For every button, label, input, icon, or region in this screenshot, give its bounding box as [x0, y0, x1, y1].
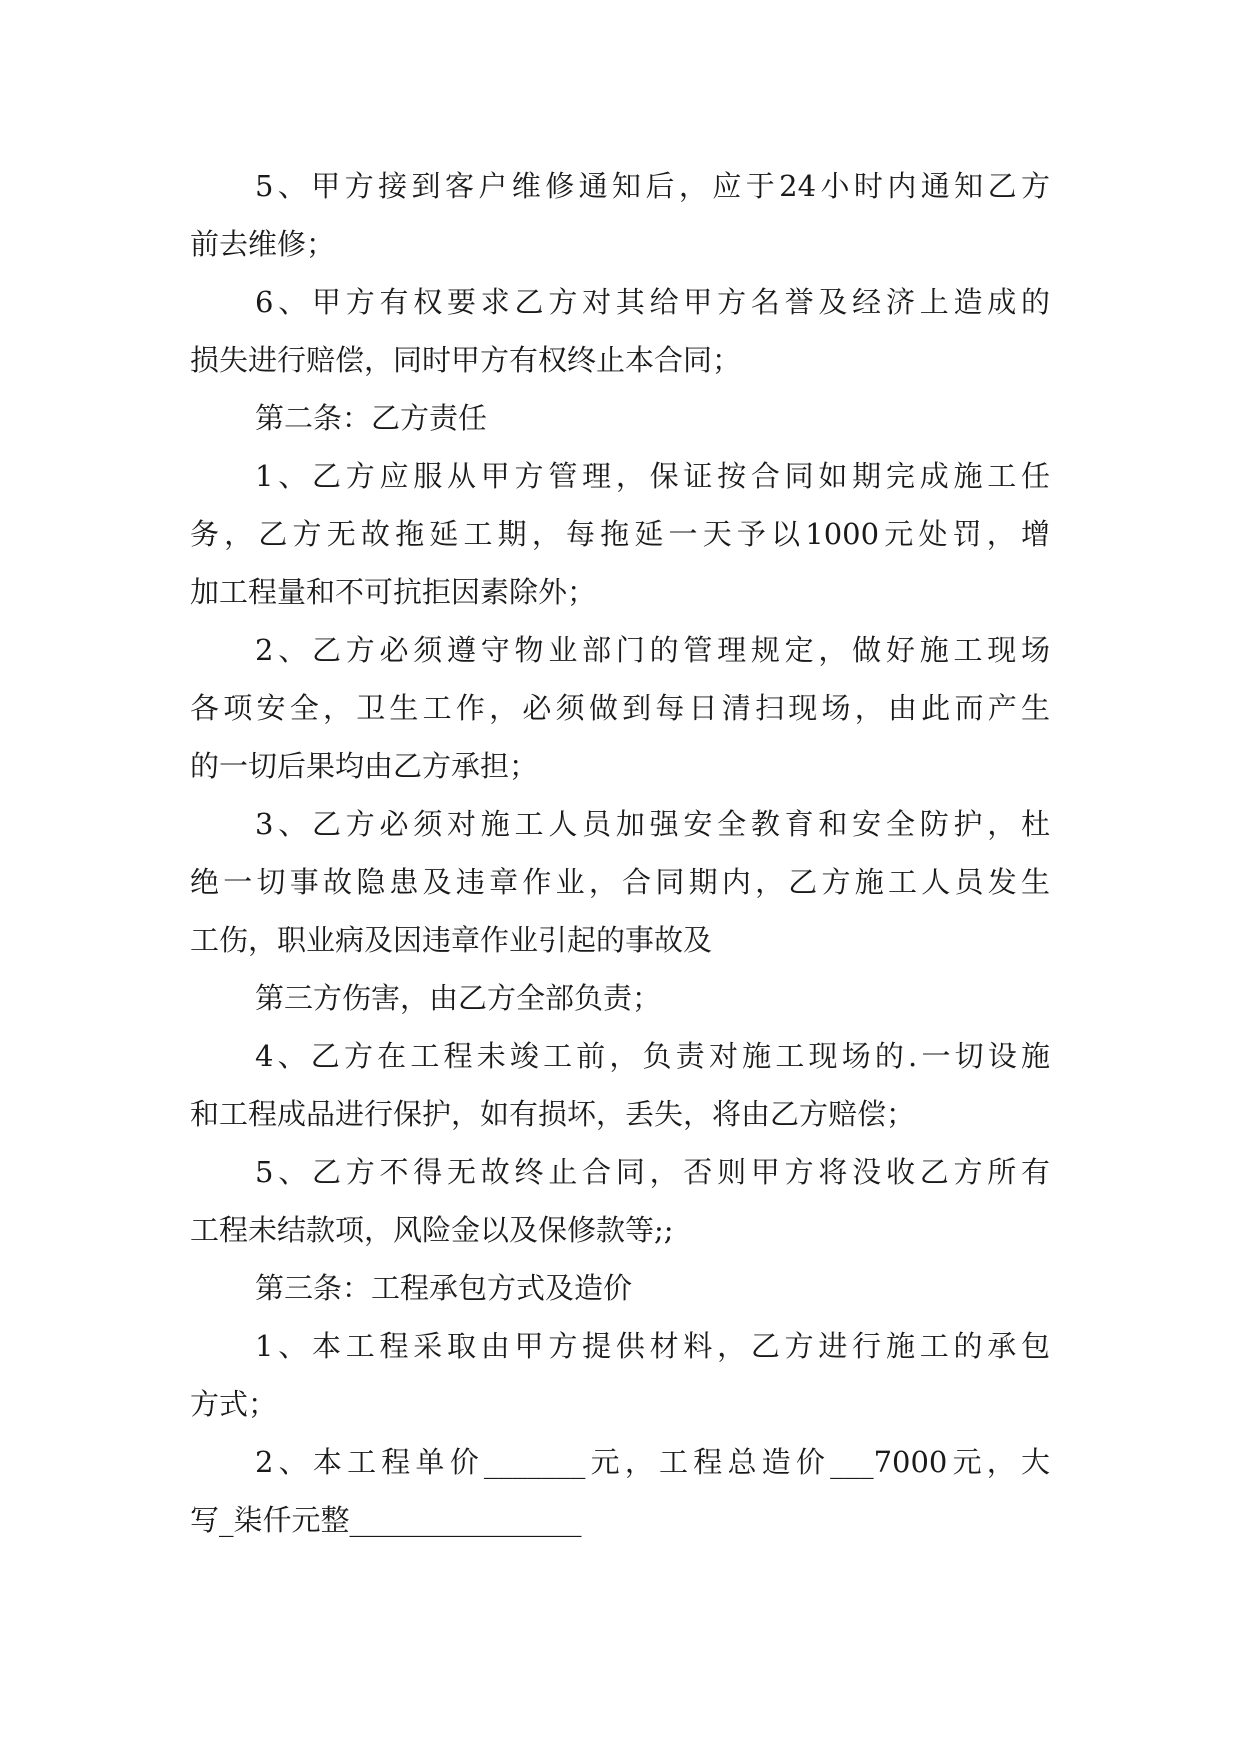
section-heading: 第三条：工程承包方式及造价 — [255, 1271, 633, 1305]
paragraph-line: 方式； — [190, 1387, 278, 1421]
paragraph-line: 绝一切事故隐患及违章作业，合同期内，乙方施工人员发生 — [190, 865, 1050, 899]
paragraph-line: 6、甲方有权要求乙方对其给甲方名誉及经济上造成的 — [255, 285, 1050, 319]
paragraph-line: 工伤，职业病及因违章作业引起的事故及 — [190, 923, 713, 957]
paragraph-line: 1、本工程采取由甲方提供材料，乙方进行施工的承包 — [255, 1329, 1050, 1363]
paragraph-line: 工程未结款项，风险金以及保修款等;; — [190, 1213, 674, 1247]
paragraph-line: 第三方伤害，由乙方全部负责； — [255, 981, 662, 1015]
paragraph-line: 4、乙方在工程未竣工前，负责对施工现场的.一切设施 — [255, 1039, 1050, 1073]
paragraph-line: 2、乙方必须遵守物业部门的管理规定，做好施工现场 — [255, 633, 1050, 667]
paragraph-line: 5、乙方不得无故终止合同，否则甲方将没收乙方所有 — [255, 1155, 1050, 1189]
paragraph-line: 5、甲方接到客户维修通知后，应于24小时内通知乙方 — [255, 169, 1050, 203]
paragraph-line: 务，乙方无故拖延工期，每拖延一天予以1000元处罚，增 — [190, 517, 1050, 551]
paragraph-line: 损失进行赔偿，同时甲方有权终止本合同； — [190, 343, 742, 377]
paragraph-line: 和工程成品进行保护，如有损坏，丢失，将由乙方赔偿； — [190, 1097, 916, 1131]
paragraph-line: 各项安全，卫生工作，必须做到每日清扫现场，由此而产生 — [190, 691, 1050, 725]
section-heading: 第二条：乙方责任 — [255, 401, 488, 435]
paragraph-line: 2、本工程单价_______元，工程总造价___7000元，大 — [255, 1445, 1050, 1479]
paragraph-line: 的一切后果均由乙方承担； — [190, 749, 539, 783]
paragraph-line: 加工程量和不可抗拒因素除外； — [190, 575, 597, 609]
paragraph-line: 1、乙方应服从甲方管理，保证按合同如期完成施工任 — [255, 459, 1050, 493]
paragraph-line: 写_柒仟元整________________ — [190, 1503, 582, 1537]
paragraph-line: 前去维修； — [190, 227, 336, 261]
paragraph-line: 3、乙方必须对施工人员加强安全教育和安全防护，杜 — [255, 807, 1050, 841]
